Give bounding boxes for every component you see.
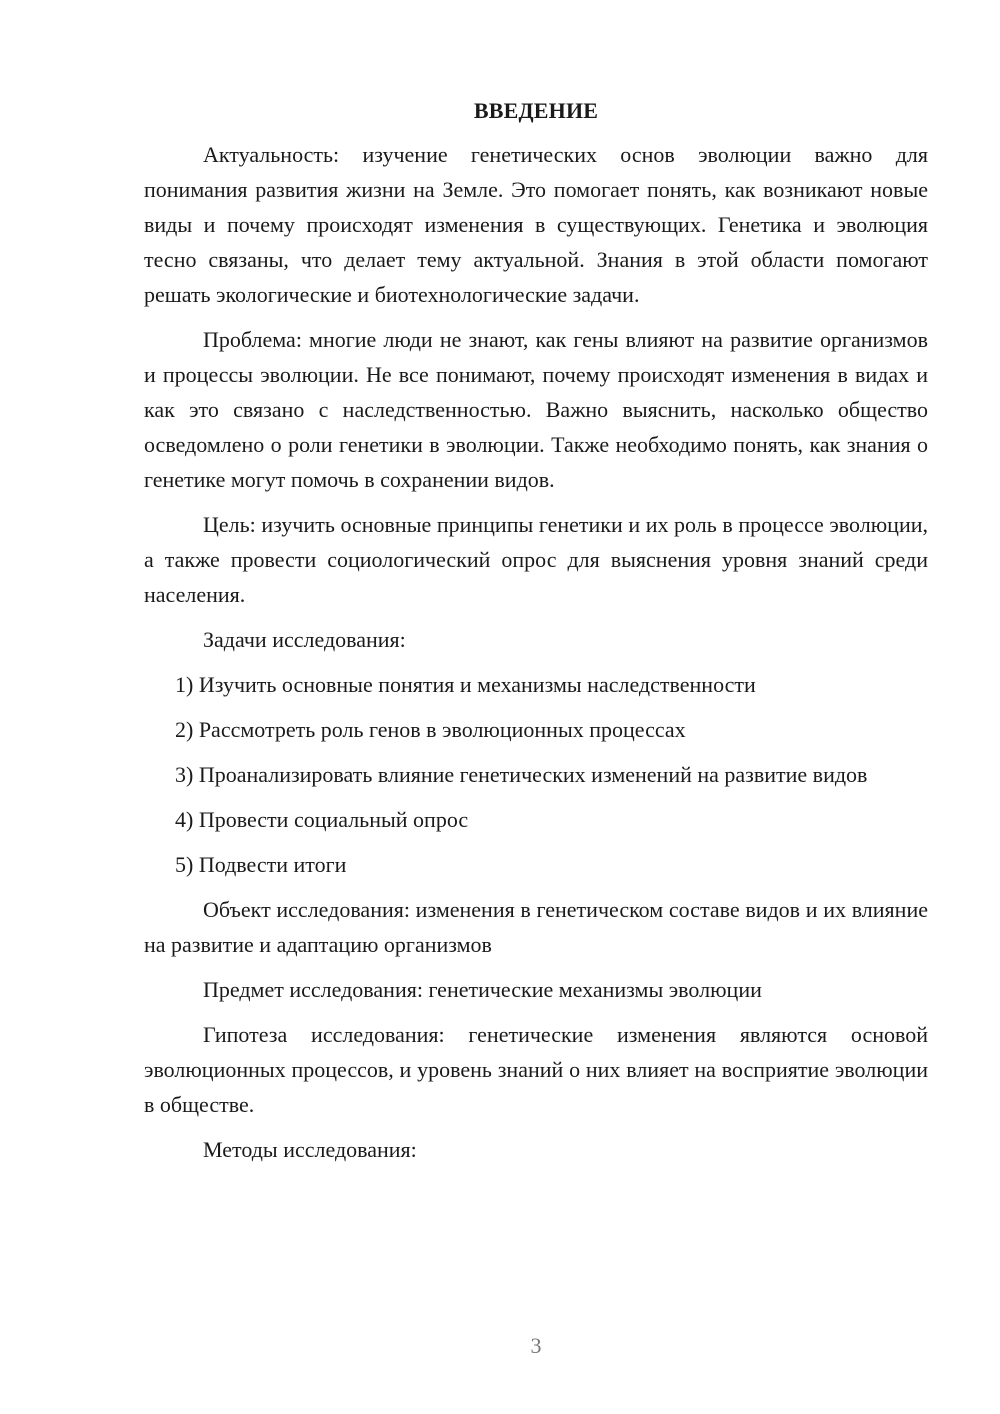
list-item: 3) Проанализировать влияние генетических изменений на развитие видов [175,762,868,787]
hypothesis-paragraph: Гипотеза исследования: генетические изменения являются основой эволюционных процессов, и уровень знаний о них влияет на восприятие эволюции в обществе. [144,1022,928,1117]
list-item: 1) Изучить основные понятия и механизмы наследственности [175,672,756,697]
object-paragraph: Объект исследования: изменения в генетическом составе видов и их влияние на развитие и адаптацию организмов [144,897,928,957]
tasks-heading: Задачи исследования: [203,627,406,652]
list-item: 5) Подвести итоги [175,852,347,877]
list-item: 2) Рассмотреть роль генов в эволюционных процессах [175,717,686,742]
subject-paragraph: Предмет исследования: генетические механизмы эволюции [203,977,762,1002]
problem-paragraph: Проблема: многие люди не знают, как гены влияют на развитие организмов и процессы эволюции. Не все понимают, почему происходят изменения в видах и как это связано с наследственностью. Важно выяснить, насколько общество осведомлено о роли генетики в эволюции. Также необходимо понять, как знания о генетике могут помочь в сохранении видов. [144,327,928,492]
goal-paragraph: Цель: изучить основные принципы генетики и их роль в процессе эволюции, а также провести социологический опрос для выяснения уровня знаний среди населения. [144,512,928,607]
relevance-paragraph: Актуальность: изучение генетических основ эволюции важно для понимания развития жизни на Земле. Это помогает понять, как возникают новые виды и почему происходят изменения в существующих. Генетика и эволюция тесно связаны, что делает тему актуальной. Знания в этой области помогают решать экологические и биотехнологические задачи. [144,142,928,307]
tasks-list [144,667,928,882]
document-page [144,95,928,1177]
list-item: 4) Провести социальный опрос [175,807,469,832]
methods-heading: Методы исследования: [203,1137,417,1162]
section-title: ВВЕДЕНИЕ [473,98,599,123]
page-number: 3 [530,1333,542,1358]
